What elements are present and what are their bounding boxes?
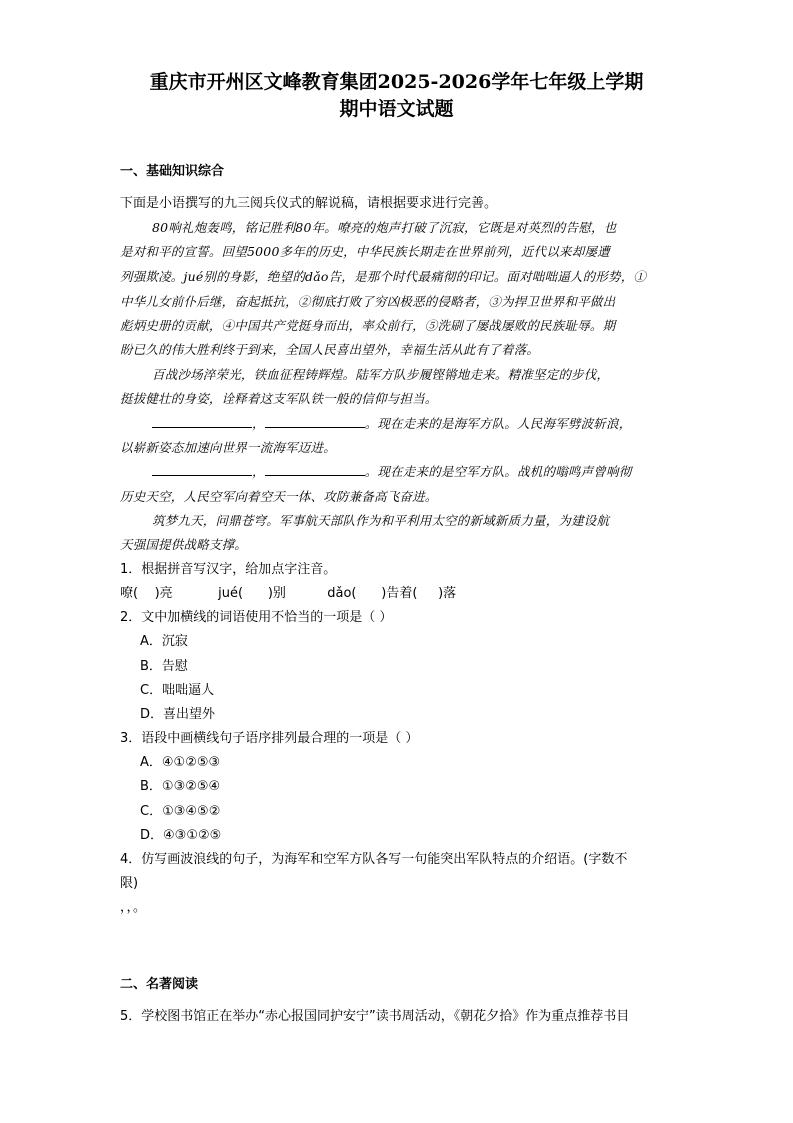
question-3-option-a[interactable]: A．④①②⑤③ xyxy=(140,755,221,770)
passage-line: 中华儿女前仆后继，奋起抵抗，②彻底打败了穷凶极恶的侵略者，③为捍卫世界和平做出 xyxy=(120,294,616,309)
passage-line: 历史天空，人民空军向着空天一体、攻防兼备高飞奋进。 xyxy=(120,489,438,504)
passage-line: 百战沙场淬荣光，铁血征程铸辉煌。陆军方队步履铿锵地走来。精准坚定的步伐， xyxy=(152,367,610,382)
passage-line: 以崭新姿态加速向世界一流海军迈进。 xyxy=(120,440,336,455)
fill-blank[interactable] xyxy=(152,465,252,476)
question-2-option-b[interactable]: B．告慰 xyxy=(140,659,188,674)
section-heading-basic: 一、基础知识综合 xyxy=(120,164,225,179)
passage-line: 挺拔健壮的身姿，诠释着这支军队铁一般的信仰与担当。 xyxy=(120,391,438,406)
question-3-option-d[interactable]: D．④③①②⑤ xyxy=(140,828,222,843)
question-3-option-b[interactable]: B．①③②⑤④ xyxy=(140,779,221,794)
question-2-option-c[interactable]: C．咄咄逼人 xyxy=(140,683,215,698)
question-1-stem: 1．根据拼音写汉字，给加点字注音。 xyxy=(120,562,337,577)
passage-line: 80响礼炮轰鸣，铭记胜利80年。嘹亮的炮声打破了沉寂，它既是对英烈的告慰，也 xyxy=(152,220,617,235)
section-intro: 下面是小语撰写的九三阅兵仪式的解说稿，请根据要求进行完善。 xyxy=(120,196,498,211)
passage-line-with-blanks: ， 。现在走来的是空军方队。战机的嗡鸣声曾响彻 xyxy=(152,462,712,480)
passage-line-with-blanks: ， 。现在走来的是海军方队。人民海军劈波斩浪， xyxy=(152,414,712,432)
question-2-stem: 2．文中加横线的词语使用不恰当的一项是（ ） xyxy=(120,610,393,625)
passage-line: 天强国提供战略支撑。 xyxy=(120,537,248,552)
passage-line: 是对和平的宣誓。回望5000多年的历史，中华民族长期走在世界前列，近代以来却屡遭 xyxy=(120,244,610,259)
question-4-stem: 4．仿写画波浪线的句子，为海军和空军方队各写一句能突出军队特点的介绍语。(字数不 xyxy=(120,852,628,867)
question-3-stem: 3．语段中画横线句子语序排列最合理的一项是（ ） xyxy=(120,731,419,746)
passage-line: 盼已久的伟大胜利终于到来，全国人民喜出望外，幸福生活从此有了着落。 xyxy=(120,342,540,357)
fill-blank[interactable] xyxy=(265,417,365,428)
passage-line: 列强欺凌。jué别的身影，绝望的dǎo告，是那个时代最痛彻的印记。面对咄咄逼人的形势，① xyxy=(120,269,647,284)
exam-title-line2: 期中语文试题 xyxy=(339,98,454,120)
passage-line: 筑梦九天，问鼎苍穹。军事航天部队作为和平利用太空的新域新质力量，为建设航 xyxy=(152,513,610,528)
question-1-items: 嘹( )亮 jué( )别 dǎo( )告着( )落 xyxy=(120,586,457,601)
question-2-option-d[interactable]: D．喜出望外 xyxy=(140,707,216,722)
exam-title-line1: 重庆市开州区文峰教育集团2025-2026学年七年级上学期 xyxy=(149,71,644,93)
fill-blank[interactable] xyxy=(152,417,252,428)
question-2-option-a[interactable]: A．沉寂 xyxy=(140,634,188,649)
question-4-answer-area[interactable]: ，，。 xyxy=(120,900,147,915)
section-heading-classics: 二、名著阅读 xyxy=(120,977,199,992)
question-4-stem-cont: 限) xyxy=(120,876,139,891)
question-3-option-c[interactable]: C．①③④⑤② xyxy=(140,804,221,819)
fill-blank[interactable] xyxy=(265,465,365,476)
question-5-stem: 5．学校图书馆正在举办“赤心报国同护安宁”读书周活动，《朝花夕拾》作为重点推荐书目 xyxy=(120,1009,630,1024)
passage-line: 彪炳史册的贡献，④中国共产党挺身而出，率众前行，⑤洗刷了屡战屡败的民族耻辱。期 xyxy=(120,318,616,333)
